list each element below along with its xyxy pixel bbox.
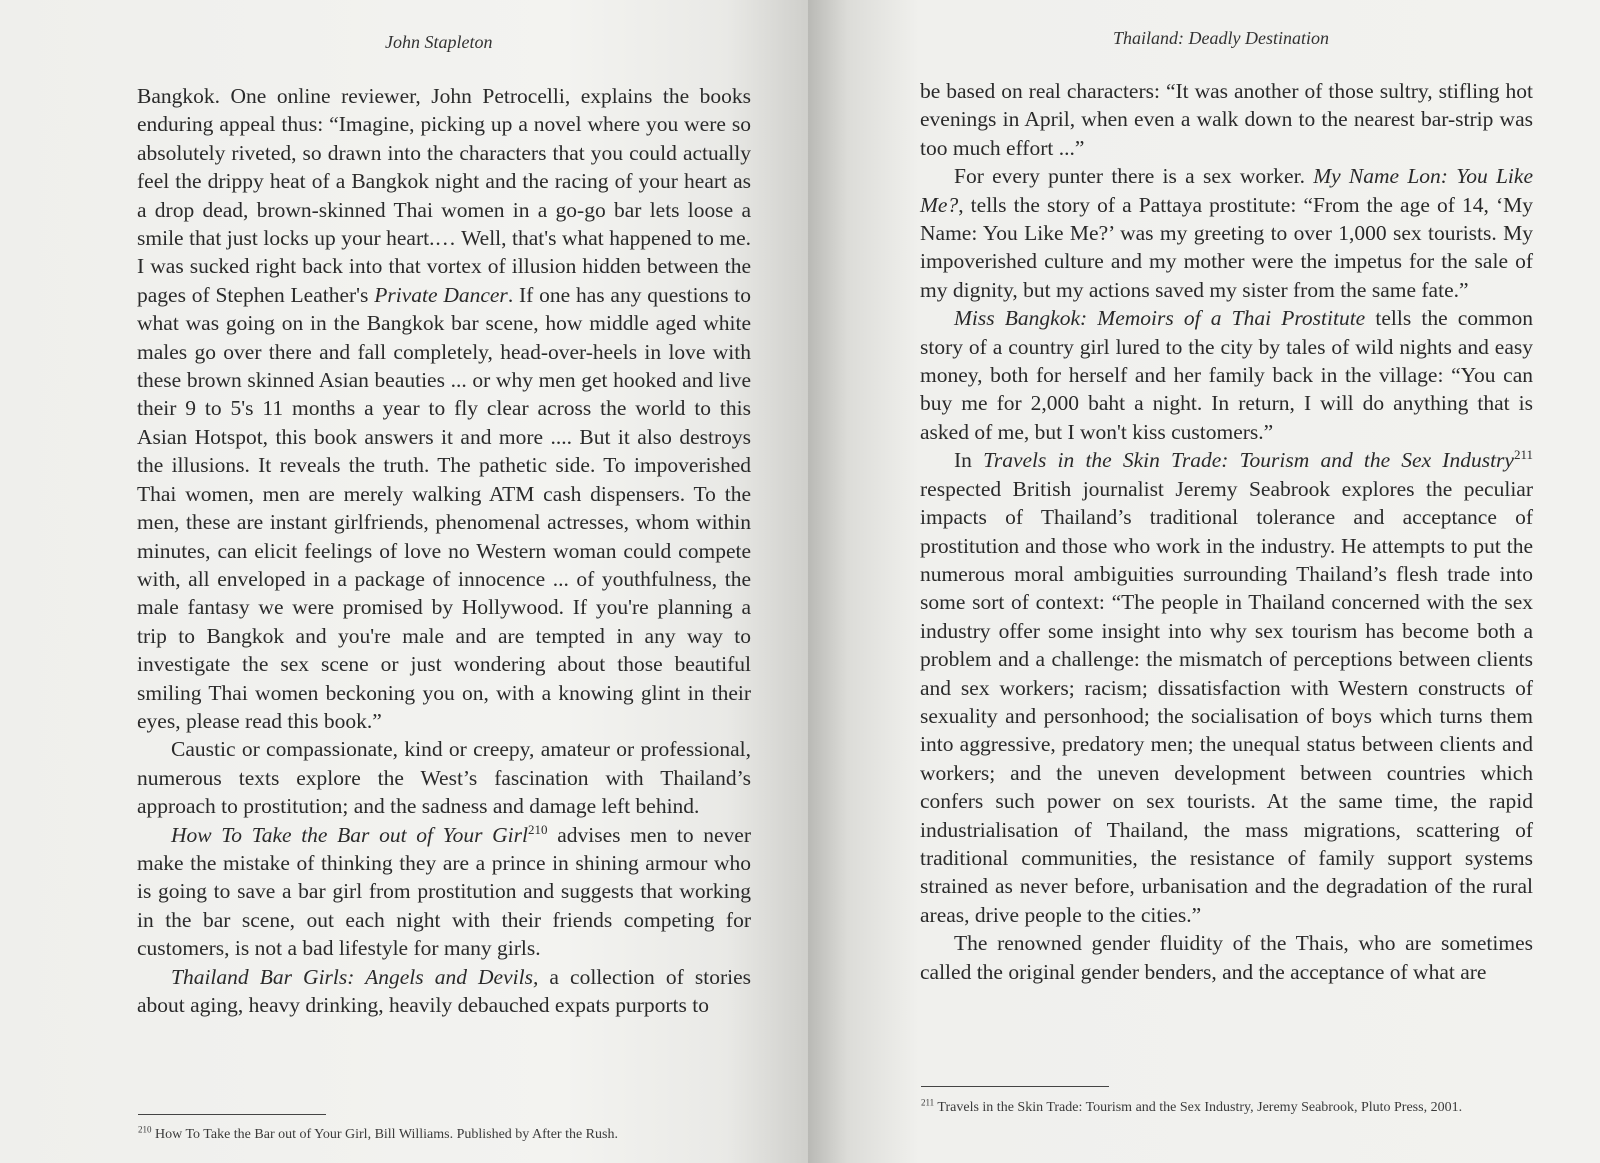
paragraph: Miss Bangkok: Memoirs of a Thai Prostitute tells the common story of a country girl lured to the city by tales of wild nights and easy money, both for herself and her family back in the village: “You can buy me for 2,000 baht a night. In return, I will do anything that is asked of me, but I won't kiss customers.” xyxy=(920,306,1533,444)
footnote-rule xyxy=(921,1086,1109,1087)
book-title: Private Dancer xyxy=(374,282,508,307)
book-title: How To Take the Bar out of Your Girl xyxy=(171,822,529,847)
paragraph-continuation: be based on real characters: “It was another of those sultry, stifling hot evenings in April, when even a walk down to the nearest bar-strip was too much effort ...” xyxy=(920,79,1533,160)
footnote-ref: 210 xyxy=(528,821,548,837)
footnote-number: 211 xyxy=(921,1097,935,1108)
paragraph: How To Take the Bar out of Your Girl$^{210}$ advises men to never make the mistake of thinking they are a prince in shining armour who is going to save a bar girl from prostitution and suggests that working in the bar scene, out each night with their friends competing for customers, is not a bad lifestyle for many girls. xyxy=(137,821,752,961)
right-page-body xyxy=(920,77,1533,986)
paragraph-continuation: Bangkok. One online reviewer, John Petrocelli, explains the books enduring appeal thus: “Imagine, picking up a novel where you were so absolutely riveted, so drawn into the characters that you could actually feel the drippy heat of a Bangkok night and the racing of your heart as a drop dead, brown-skinned Thai women in a go-go bar lets loose a smile that just locks up your heart.… Well, that's what happened to me. I was sucked right back into that vortex of illusion hidden between the pages of Stephen Leather's Private Dancer. If one has any questions to what was going on in the Bangkok bar scene, how middle aged white males go over there and fall completely, head-over-heels in love with these brown skinned Asian beauties ... or why men get hooked and live their 9 to 5's 11 months a year to fly clear across the world to this Asian Hotspot, this book answers it and more .... But it also destroys the illusions. It reveals the truth. The pathetic side. To impoverished Thai women, men are merely walking ATM cash dispensers. To the men, these are instant girlfriends, phenomenal actresses, whom within minutes, can elicit feelings of love no Western woman could compete with, all enveloped in a package of innocence ... of youthfulness, the male fantasy we were promised by Hollywood. If you're planning a trip to Bangkok and you're male and are tempted in any way to investigate the sex scene or just wondering about those beautiful smiling Thai women beckoning you on, with a knowing glint in their eyes, please read this book.” xyxy=(137,84,752,733)
book-title: Travels in the Skin Trade: Tourism and the Sex Industry xyxy=(983,448,1514,473)
footnote-rule xyxy=(138,1114,326,1115)
running-head-title: Thailand: Deadly Destination xyxy=(1113,28,1329,48)
paragraph: The renowned gender fluidity of the Thais, who are sometimes called the original gender benders, and the acceptance of what are xyxy=(920,931,1533,984)
left-page-body xyxy=(137,82,751,1019)
paragraph: Thailand Bar Girls: Angels and Devils, a collection of stories about aging, heavy drinking, heavily debauched expats purports to xyxy=(137,964,752,1017)
book-title: Miss Bangkok: Memoirs of a Thai Prostitute xyxy=(954,306,1366,331)
paragraph: For every punter there is a sex worker. My Name Lon: You Like Me?, tells the story of a Pattaya prostitute: “From the age of 14, ‘My Name: You Like Me?’ was my greeting to over 1,000 sex tourists. My impoverished culture and my mother were the impetus for the sale of my dignity, but my actions saved my sister from the same fate.” xyxy=(920,164,1533,302)
right-page xyxy=(808,0,1600,1163)
footnote-number: 210 xyxy=(138,1124,152,1135)
footnote-ref: 211 xyxy=(1513,447,1533,463)
paragraph: Caustic or compassionate, kind or creepy, amateur or professional, numerous texts explore the West’s fascination with Thailand’s approach to prostitution; and the sadness and damage left behind. xyxy=(137,737,751,819)
paragraph: In Travels in the Skin Trade: Tourism and the Sex Industry$^{211}$ respected British journalist Jeremy Seabrook explores the peculiar impacts of Thailand’s traditional tolerance and acceptance of prostitution and those who work in the industry. He attempts to put the numerous moral ambiguities surrounding Thailand’s flesh trade into some sort of context: “The people in Thailand concerned with the sex industry offer some insight into why sex tourism has become both a problem and a challenge: the mismatch of perceptions between clients and sex workers; racism; dissatisfaction with Western constructs of sexuality and personhood; the socialisation of boys which turns them into aggressive, predatory men; the unequal status between clients and workers; and the uneven development between countries which confers such power on sex tourists. At the same time, the rapid industrialisation of Thailand, the mass migrations, scattering of traditional communities, the resistance of family support systems strained as never before, urbanisation and the degradation of the rural areas, drive people to the cities.” xyxy=(920,447,1533,927)
footnote: $^{210}$ How To Take the Bar out of Your Girl, Bill Williams. Published by After the Rush. xyxy=(138,1124,618,1142)
footnote: $^{211}$ Travels in the Skin Trade: Tourism and the Sex Industry, Jeremy Seabrook, Pluto Press, 2001. xyxy=(921,1097,1463,1115)
running-head-author: John Stapleton xyxy=(385,32,493,52)
book-title: Thailand Bar Girls: Angels and Devils, xyxy=(171,964,539,989)
book-title: My Name Lon: You Like Me? xyxy=(920,164,1533,217)
